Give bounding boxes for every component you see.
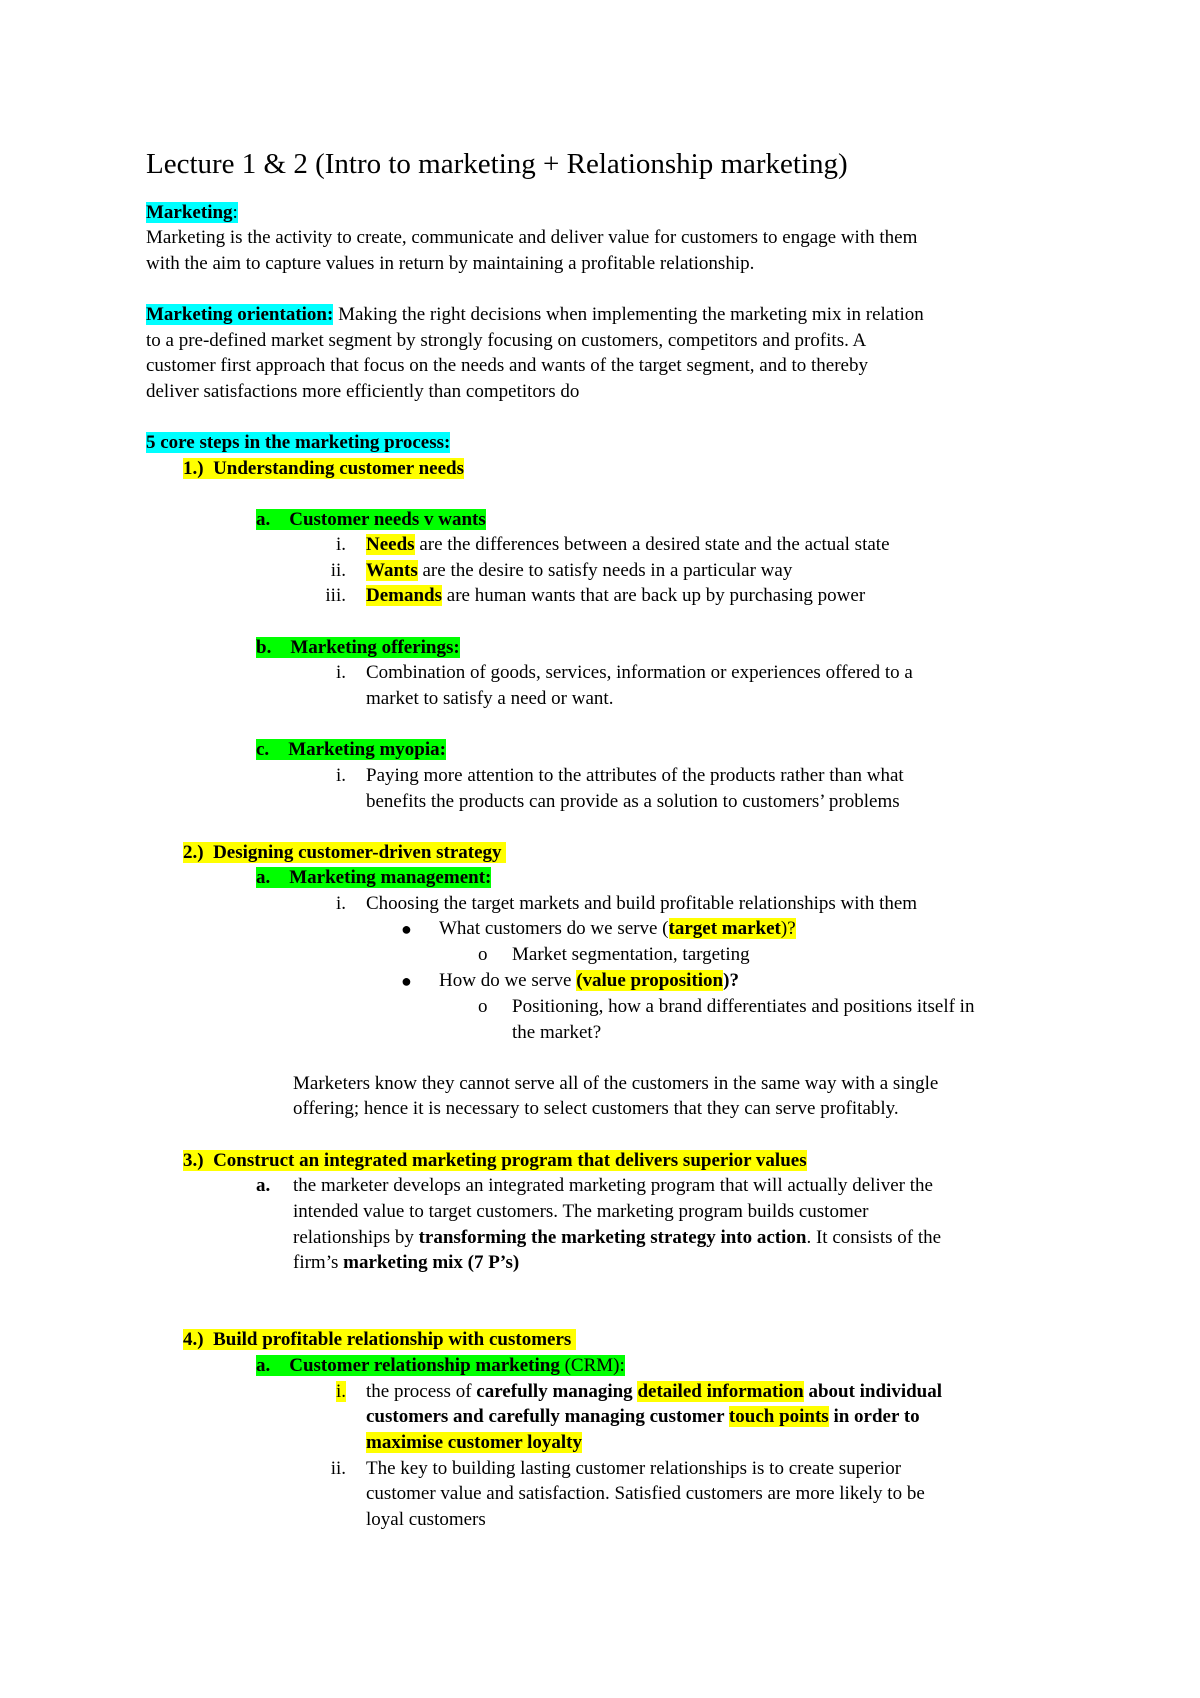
- step-4a-i-line-2: customers and carefully managing customer touch points in order to: [366, 1406, 920, 1427]
- step-2a-i-marker: i.: [335, 893, 346, 914]
- marketing-definition-line-1: Marketing is the activity to create, communicate and deliver value for customers to engage with them: [146, 227, 918, 248]
- needs-term: Needs: [366, 534, 415, 555]
- step-4a-ii-line-1: The key to building lasting customer relationships is to create superior: [366, 1458, 902, 1479]
- step-2-sub-marker-2: o: [478, 996, 488, 1017]
- step-2-bullet-2: How do we serve (value proposition)?: [439, 970, 739, 991]
- step-4a-i-line-1: the process of carefully managing detailed information about individual: [366, 1381, 943, 1402]
- step-1a-ii-marker: ii.: [330, 560, 346, 581]
- step-2-note-line-1: Marketers know they cannot serve all of the customers in the same way with a single: [293, 1073, 939, 1094]
- marketing-colon: :: [232, 202, 238, 223]
- step-3-heading: 3.) Construct an integrated marketing program that delivers superior values: [183, 1150, 807, 1171]
- step-1-number: 1.): [183, 458, 204, 479]
- step-2-sub-1: Market segmentation, targeting: [512, 944, 750, 965]
- step-3a-line-4: firm’s marketing mix (7 P’s): [293, 1252, 520, 1273]
- orientation-line-3: customer first approach that focus on the needs and wants of the target segment, and to thereby: [146, 355, 868, 376]
- page-title: Lecture 1 & 2 (Intro to marketing + Relationship marketing): [146, 148, 848, 180]
- detailed-information-term: detailed information: [637, 1381, 804, 1402]
- step-1a-i-marker: i.: [335, 534, 346, 555]
- step-4a-heading: a. Customer relationship marketing (CRM):: [256, 1355, 625, 1376]
- step-4a-i-line-3: [366, 1431, 582, 1455]
- step-1c-i-line-2: benefits the products can provide as a solution to customers’ problems: [366, 791, 900, 812]
- step-3a-line-2: intended value to target customers. The marketing program builds customer: [293, 1201, 869, 1222]
- step-3a-line-1: the marketer develops an integrated marketing program that will actually deliver the: [293, 1175, 933, 1196]
- step-2-heading: 2.) Designing customer-driven strategy: [183, 841, 506, 865]
- step-3a-marker: a.: [256, 1175, 271, 1196]
- value-proposition-term: (value proposition: [576, 970, 724, 991]
- step-1-heading: [183, 457, 464, 481]
- step-2-note-line-2: offering; hence it is necessary to select customers that they can serve profitably.: [293, 1098, 899, 1119]
- step-1-label: Understanding customer needs: [213, 458, 464, 479]
- step-1a-iii-text: Demands are human wants that are back up by purchasing power: [366, 585, 866, 606]
- orientation-line-4: deliver satisfactions more efficiently than competitors do: [146, 381, 580, 402]
- step-2-bullet-1: What customers do we serve (target market)?: [439, 918, 796, 939]
- orientation-line-2: to a pre-defined market segment by strongly focusing on customers, competitors and profits. A: [146, 330, 867, 351]
- wants-term: Wants: [366, 560, 418, 581]
- bullet-icon: ●: [401, 971, 412, 991]
- step-2-sub-2-line-1: Positioning, how a brand differentiates and positions itself in: [512, 996, 975, 1017]
- step-4a-i-marker: i.: [335, 1381, 346, 1402]
- step-1a-ii-text: Wants are the desire to satisfy needs in a particular way: [366, 560, 793, 581]
- step-1c-i-line-1: Paying more attention to the attributes of the products rather than what: [366, 765, 904, 786]
- step-2-sub-marker-1: o: [478, 944, 488, 965]
- marketing-label: Marketing: [146, 202, 233, 223]
- step-2a-i-text: Choosing the target markets and build profitable relationships with them: [366, 893, 918, 914]
- step-2-sub-2-line-2: the market?: [512, 1022, 602, 1043]
- step-4a-ii-line-3: loyal customers: [366, 1509, 486, 1530]
- marketing-definition-line-2: with the aim to capture values in return by maintaining a profitable relationship.: [146, 253, 755, 274]
- orientation-line-1: [146, 303, 924, 327]
- maximise-loyalty-term: maximise customer loyalty: [366, 1432, 582, 1453]
- step-4a-ii-line-2: customer value and satisfaction. Satisfied customers are more likely to be: [366, 1483, 925, 1504]
- step-1c-i-marker: i.: [335, 765, 346, 786]
- step-1b-i-marker: i.: [335, 662, 346, 683]
- marketing-heading: [146, 201, 238, 225]
- core-steps-heading: 5 core steps in the marketing process:: [146, 432, 451, 453]
- step-1b-heading: b. Marketing offerings:: [256, 637, 460, 658]
- bullet-icon: ●: [401, 919, 412, 939]
- orientation-text-1: Making the right decisions when implementing the marketing mix in relation: [333, 304, 924, 325]
- step-1a-iii-marker: iii.: [325, 585, 346, 606]
- step-4-heading: 4.) Build profitable relationship with customers: [183, 1328, 576, 1352]
- step-1b-i-line-2: market to satisfy a need or want.: [366, 688, 614, 709]
- step-1b-i-line-1: Combination of goods, services, information or experiences offered to a: [366, 662, 913, 683]
- orientation-label: Marketing orientation:: [146, 304, 334, 325]
- target-market-term: target market: [668, 918, 781, 939]
- step-4a-ii-marker: ii.: [330, 1458, 346, 1479]
- step-1c-heading: c. Marketing myopia:: [256, 739, 446, 760]
- step-2a-heading: a. Marketing management:: [256, 867, 492, 888]
- step-1a-heading: a. Customer needs v wants: [256, 509, 486, 530]
- step-3a-line-3: relationships by transforming the marketing strategy into action. It consists of the: [293, 1227, 942, 1248]
- step-1a-i-text: Needs are the differences between a desired state and the actual state: [366, 534, 890, 555]
- touch-points-term: touch points: [728, 1406, 829, 1427]
- demands-term: Demands: [366, 585, 443, 606]
